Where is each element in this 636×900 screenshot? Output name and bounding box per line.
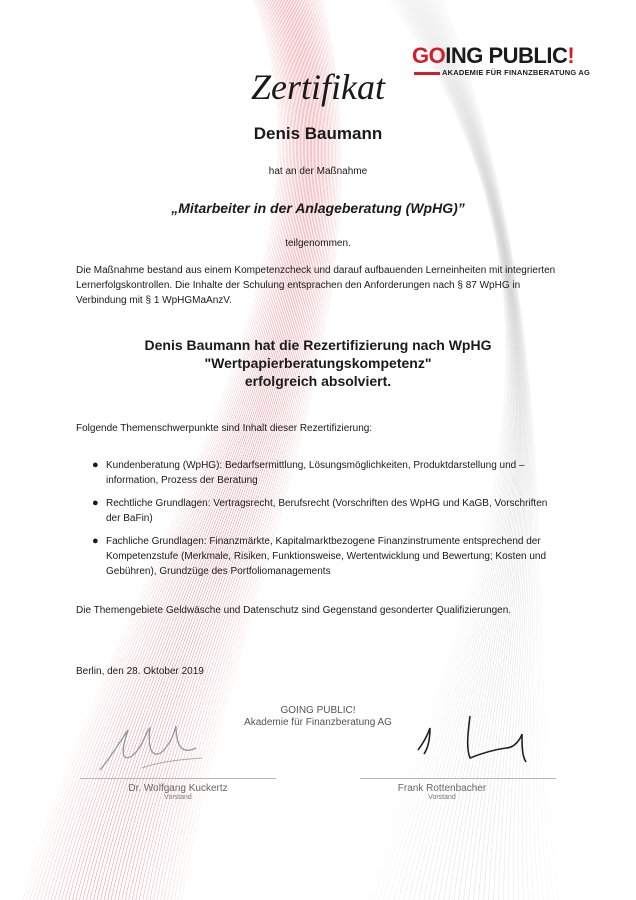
signature-line-right xyxy=(360,778,556,779)
bullet-icon: ● xyxy=(92,497,99,509)
topic-text: Fachliche Grundlagen: Finanzmärkte, Kapitalmarktbezogene Finanzinstrumente entsprechend der Kompetenzstufe (Merkmale, Risiken, Funktionsweise, Wertentwicklung und Bewertung; Kosten und Gebühren), Grundzüge des Portfoliomanagements xyxy=(106,536,547,577)
logo-part-ing-public: ING PUBLIC xyxy=(445,43,568,68)
place-and-date: Berlin, den 28. Oktober 2019 xyxy=(76,666,204,677)
participated-line: teilgenommen. xyxy=(285,238,351,249)
logo-subtitle-text: AKADEMIE FÜR FINANZBERATUNG AG xyxy=(442,68,591,77)
bullet-icon: ● xyxy=(92,459,99,471)
topics-list xyxy=(92,458,564,587)
logo-part-go: GO xyxy=(412,43,446,68)
list-item xyxy=(92,496,564,526)
measure-line: hat an der Maßnahme xyxy=(268,166,368,177)
signature-line-left xyxy=(80,778,276,779)
bullet-icon: ● xyxy=(92,535,99,547)
signatory-right xyxy=(344,783,540,801)
list-item xyxy=(92,534,564,579)
signatory-right-role: Vorstand xyxy=(428,794,456,801)
signatory-left-role: Vorstand xyxy=(164,794,192,801)
intro-paragraph: Die Maßnahme bestand aus einem Kompetenzcheck und darauf aufbauenden Lerneinheiten mit integrierten Lernerfolgskontrollen. Die Inhalte der Schulung entsprachen den Anforderungen nach § 87 WpHG in Verbindung mit § 1 WpHGMaAnzV. xyxy=(76,265,556,306)
recertification-line-2: "Wertpapierberatungskompetenz" xyxy=(204,355,432,371)
course-title: „Mitarbeiter in der Anlageberatung (WpHG)” xyxy=(171,200,465,216)
signature-right-graphic xyxy=(410,698,540,778)
list-item xyxy=(92,458,564,488)
organization-subtitle: Akademie für Finanzberatung AG xyxy=(244,717,392,728)
topic-text: Kundenberatung (WpHG): Bedarfsermittlung, Lösungsmöglichkeiten, Produktdarstellung und –information, Prozess der Beratung xyxy=(106,460,525,486)
topic-text: Rechtliche Grundlagen: Vertragsrecht, Berufsrecht (Vorschriften des WpHG und KaGB, Vorschriften der BaFin) xyxy=(106,498,548,524)
signatory-left-name: Dr. Wolfgang Kuckertz xyxy=(128,783,228,794)
recertification-statement xyxy=(0,336,636,390)
recertification-line-3: erfolgreich absolviert. xyxy=(244,373,392,389)
logo-wordmark xyxy=(412,44,582,68)
recipient-name: Denis Baumann xyxy=(253,124,383,143)
certificate-title: Zertifikat xyxy=(251,67,385,107)
signature-left-graphic xyxy=(92,708,232,778)
signatory-left xyxy=(80,783,276,801)
topics-intro: Folgende Themenschwerpunkte sind Inhalt dieser Rezertifizierung: xyxy=(76,423,373,434)
organization-name: GOING PUBLIC! xyxy=(280,705,356,716)
signatory-right-name: Frank Rottenbacher xyxy=(397,783,487,794)
recertification-line-1: Denis Baumann hat die Rezertifizierung nach WpHG xyxy=(144,337,492,353)
logo-part-exclamation: ! xyxy=(567,43,575,68)
qualification-note: Die Themengebiete Geldwäsche und Datenschutz sind Gegenstand gesonderter Qualifizierungen. xyxy=(76,605,512,616)
